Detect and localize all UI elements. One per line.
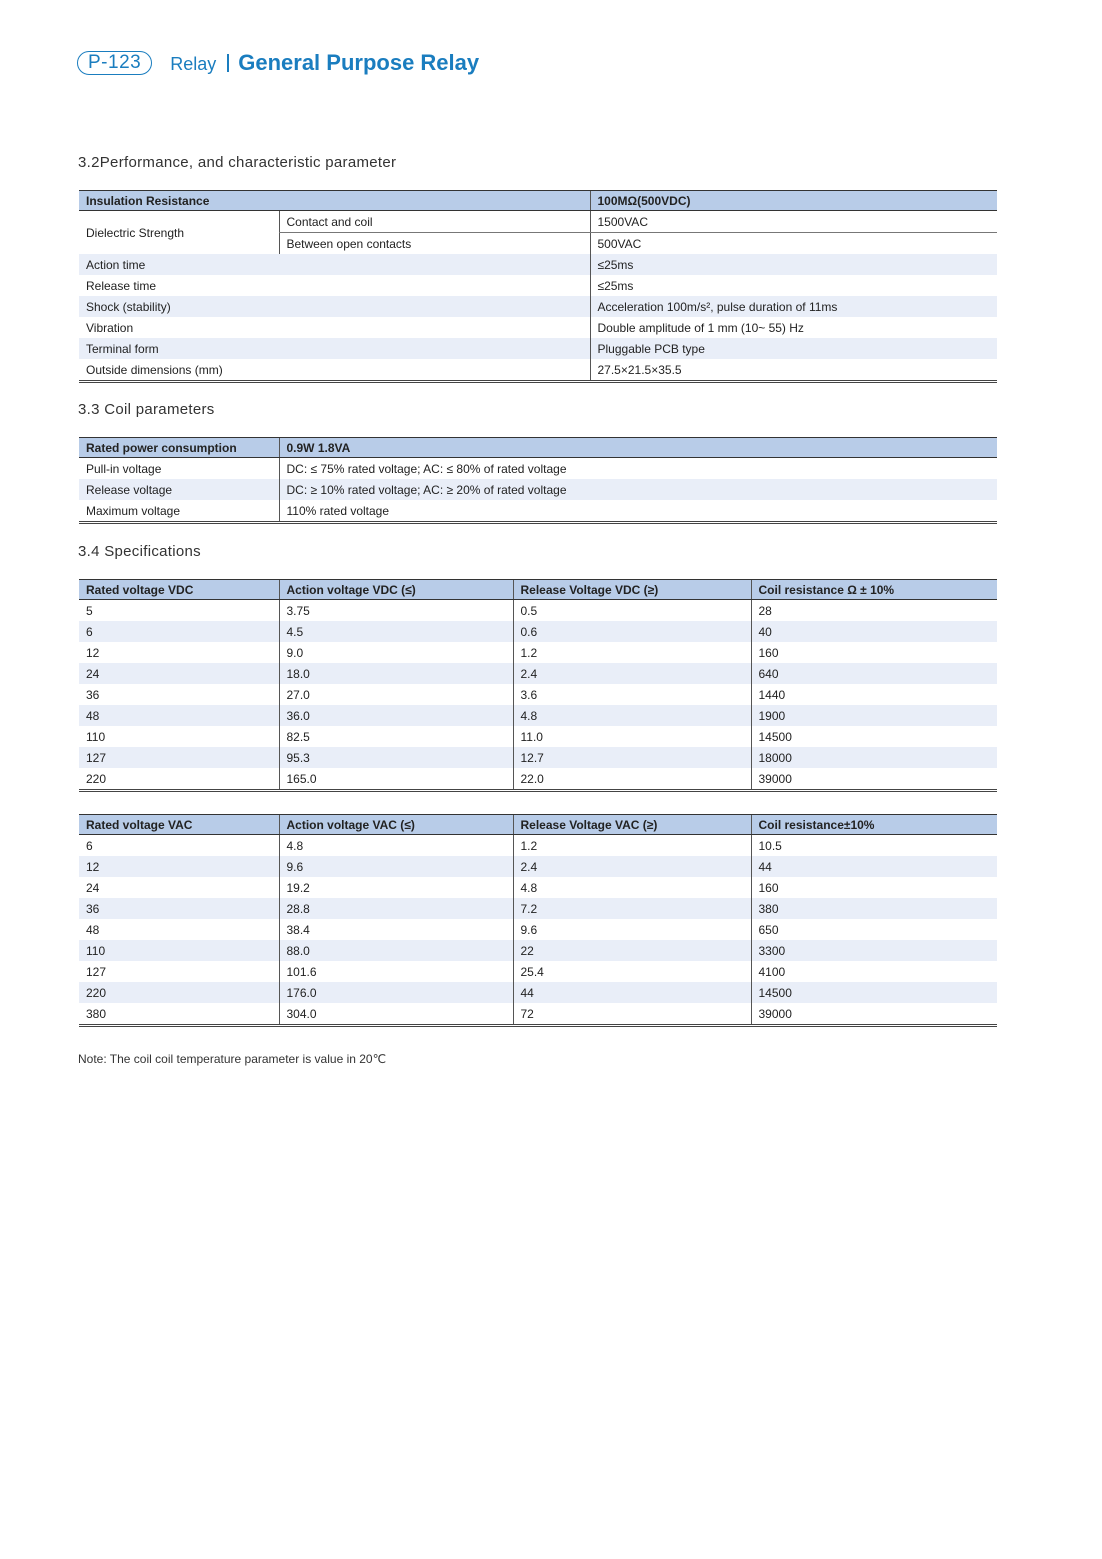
table-row — [79, 835, 997, 857]
table-cell: 19.2 — [279, 877, 513, 898]
table-cell: 650 — [751, 919, 997, 940]
table-cell: 36.0 — [279, 705, 513, 726]
table-row — [79, 1003, 997, 1026]
performance-table — [79, 190, 997, 383]
table-cell: Release voltage — [79, 479, 279, 500]
table-cell: 11.0 — [513, 726, 751, 747]
table-cell: Dielectric Strength — [86, 225, 185, 240]
header-divider — [227, 54, 229, 72]
table-cell: 6 — [79, 621, 279, 642]
table-cell: 110% rated voltage — [279, 500, 997, 523]
table-cell: 95.3 — [279, 747, 513, 768]
table-cell: 27.5×21.5×35.5 — [590, 359, 997, 382]
table-cell: 1500VAC — [590, 211, 997, 233]
table-cell: 220 — [79, 982, 279, 1003]
table-cell: 4.8 — [513, 705, 751, 726]
table-row — [79, 642, 997, 663]
table-row — [79, 600, 997, 622]
table-cell: 18000 — [751, 747, 997, 768]
ac-specifications-table — [79, 814, 997, 1027]
table-cell: 127 — [86, 964, 107, 979]
header-cell: Release Voltage VDC (≥) — [513, 580, 751, 600]
table-cell: 4100 — [751, 961, 997, 982]
table-cell: 1.2 — [513, 835, 751, 857]
table-cell: Terminal form — [79, 338, 590, 359]
table-cell: 36 — [79, 898, 279, 919]
table-cell: 14500 — [751, 726, 997, 747]
table-cell: 48 — [86, 922, 100, 937]
table-bottom-rule — [79, 791, 997, 793]
table-cell: 9.6 — [279, 856, 513, 877]
table-row — [79, 458, 997, 480]
table-cell: Double amplitude of 1 mm (10~ 55) Hz — [590, 317, 997, 338]
table-cell: 82.5 — [279, 726, 513, 747]
table-cell: 1.2 — [513, 642, 751, 663]
header-category: Relay — [170, 54, 217, 74]
table-cell: 4.5 — [279, 621, 513, 642]
table-cell: 3.75 — [279, 600, 513, 622]
table-cell: 39000 — [751, 1003, 997, 1026]
table-header-row — [79, 815, 997, 835]
table-cell: 4.8 — [279, 835, 513, 857]
table-row — [79, 663, 997, 684]
table-cell: 40 — [751, 621, 997, 642]
table-row — [79, 317, 997, 338]
table-row — [79, 359, 997, 382]
table-cell: 22.0 — [513, 768, 751, 791]
table-row — [79, 726, 997, 747]
table-cell: 3.6 — [513, 684, 751, 705]
table-cell: Pluggable PCB type — [590, 338, 997, 359]
table-cell: DC: ≤ 75% rated voltage; AC: ≤ 80% of rated voltage — [279, 458, 997, 480]
table-bottom-rule — [79, 523, 997, 525]
table-cell: 127 — [79, 747, 279, 768]
footnote: Note: The coil coil temperature parameter is value in 20℃ — [78, 1052, 387, 1066]
table-bottom-rule — [79, 382, 997, 384]
table-header-row — [79, 191, 997, 211]
table-row — [79, 982, 997, 1003]
table-cell: 2.4 — [513, 663, 751, 684]
table-cell: 640 — [751, 663, 997, 684]
table-cell: 5 — [86, 603, 93, 618]
table-cell: 18.0 — [279, 663, 513, 684]
header-cell: Coil resistance Ω ± 10% — [751, 580, 997, 600]
table-header-row — [79, 438, 997, 458]
section-title-coil: 3.3 Coil parameters — [78, 401, 215, 418]
table-cell: Maximum voltage — [86, 503, 181, 518]
table-row — [79, 275, 997, 296]
table-row — [79, 684, 997, 705]
table-cell: Vibration — [86, 320, 134, 335]
table-cell: 176.0 — [279, 982, 513, 1003]
table-cell: Pull-in voltage — [86, 461, 162, 476]
header-cell: Rated voltage VDC — [79, 580, 279, 600]
table-cell: 38.4 — [279, 919, 513, 940]
table-cell: 1440 — [751, 684, 997, 705]
table-cell: 24 — [86, 880, 100, 895]
table-cell: ≤25ms — [590, 254, 997, 275]
table-row — [79, 747, 997, 768]
table-cell: 500VAC — [590, 233, 997, 255]
table-cell: 304.0 — [279, 1003, 513, 1026]
table-row — [79, 296, 997, 317]
header-cell: 0.9W 1.8VA — [279, 438, 997, 458]
table-row — [79, 961, 997, 982]
table-cell: 44 — [513, 982, 751, 1003]
table-cell: Acceleration 100m/s², pulse duration of 11ms — [590, 296, 997, 317]
table-cell: ≤25ms — [590, 275, 997, 296]
table-cell: 24 — [79, 663, 279, 684]
table-cell: Action time — [79, 254, 590, 275]
table-cell: 14500 — [751, 982, 997, 1003]
table-cell: 12 — [79, 856, 279, 877]
table-row — [79, 856, 997, 877]
table-row — [79, 877, 997, 898]
table-cell: 160 — [751, 877, 997, 898]
page-header — [77, 49, 479, 77]
table-cell: 7.2 — [513, 898, 751, 919]
dc-specifications-table — [79, 579, 997, 792]
table-cell: 101.6 — [279, 961, 513, 982]
section-title-specifications: 3.4 Specifications — [78, 543, 201, 560]
table-row — [79, 479, 997, 500]
table-row — [79, 254, 997, 275]
table-cell: Outside dimensions (mm) — [86, 362, 223, 377]
table-cell: 220 — [86, 771, 107, 786]
table-row — [79, 940, 997, 961]
table-row — [79, 211, 997, 233]
table-row — [79, 768, 997, 791]
table-cell: 110 — [86, 729, 106, 744]
table-cell: Release time — [86, 278, 157, 293]
header-cell: 100MΩ(500VDC) — [590, 191, 997, 211]
table-cell: 48 — [79, 705, 279, 726]
table-cell: DC: ≥ 10% rated voltage; AC: ≥ 20% of rated voltage — [279, 479, 997, 500]
table-cell: 39000 — [751, 768, 997, 791]
header-cell: Action voltage VAC (≤) — [279, 815, 513, 835]
table-cell: 22 — [513, 940, 751, 961]
table-cell: 44 — [751, 856, 997, 877]
table-cell: 28.8 — [279, 898, 513, 919]
table-cell: 10.5 — [751, 835, 997, 857]
table-cell: 110 — [79, 940, 279, 961]
table-cell: 165.0 — [279, 768, 513, 791]
header-cell: Rated voltage VAC — [79, 815, 279, 835]
table-cell: 36 — [86, 687, 100, 702]
table-bottom-rule — [79, 1026, 997, 1028]
table-row — [79, 500, 997, 523]
table-cell: 0.5 — [513, 600, 751, 622]
table-cell: 72 — [513, 1003, 751, 1026]
header-cell: Rated power consumption — [79, 438, 279, 458]
table-cell: 25.4 — [513, 961, 751, 982]
table-cell: 380 — [86, 1006, 107, 1021]
table-cell: Shock (stability) — [79, 296, 590, 317]
table-cell: 160 — [751, 642, 997, 663]
header-cell: Action voltage VDC (≤) — [279, 580, 513, 600]
table-row — [79, 898, 997, 919]
header-cell: Release Voltage VAC (≥) — [513, 815, 751, 835]
table-cell: 1900 — [751, 705, 997, 726]
table-cell: 28 — [751, 600, 997, 622]
table-cell: Between open contacts — [279, 233, 590, 255]
header-cell: Insulation Resistance — [79, 191, 590, 211]
table-cell: 0.6 — [513, 621, 751, 642]
table-cell: 380 — [751, 898, 997, 919]
coil-parameters-table — [79, 437, 997, 524]
page-number-badge: P-123 — [77, 51, 152, 75]
table-cell: 88.0 — [279, 940, 513, 961]
header-cell: Coil resistance±10% — [751, 815, 997, 835]
table-row — [79, 705, 997, 726]
table-row — [79, 919, 997, 940]
table-row — [79, 338, 997, 359]
table-cell: Contact and coil — [279, 211, 590, 233]
table-cell: 4.8 — [513, 877, 751, 898]
table-cell: 27.0 — [279, 684, 513, 705]
table-cell: 6 — [86, 838, 93, 853]
section-title-performance: 3.2Performance, and characteristic parameter — [78, 154, 397, 171]
table-header-row — [79, 580, 997, 600]
table-cell: 9.6 — [513, 919, 751, 940]
table-cell: 3300 — [751, 940, 997, 961]
table-cell: 2.4 — [513, 856, 751, 877]
table-cell: 9.0 — [279, 642, 513, 663]
header-title: General Purpose Relay — [238, 50, 480, 75]
table-cell: 12.7 — [513, 747, 751, 768]
table-cell: 12 — [86, 645, 100, 660]
table-row — [79, 621, 997, 642]
